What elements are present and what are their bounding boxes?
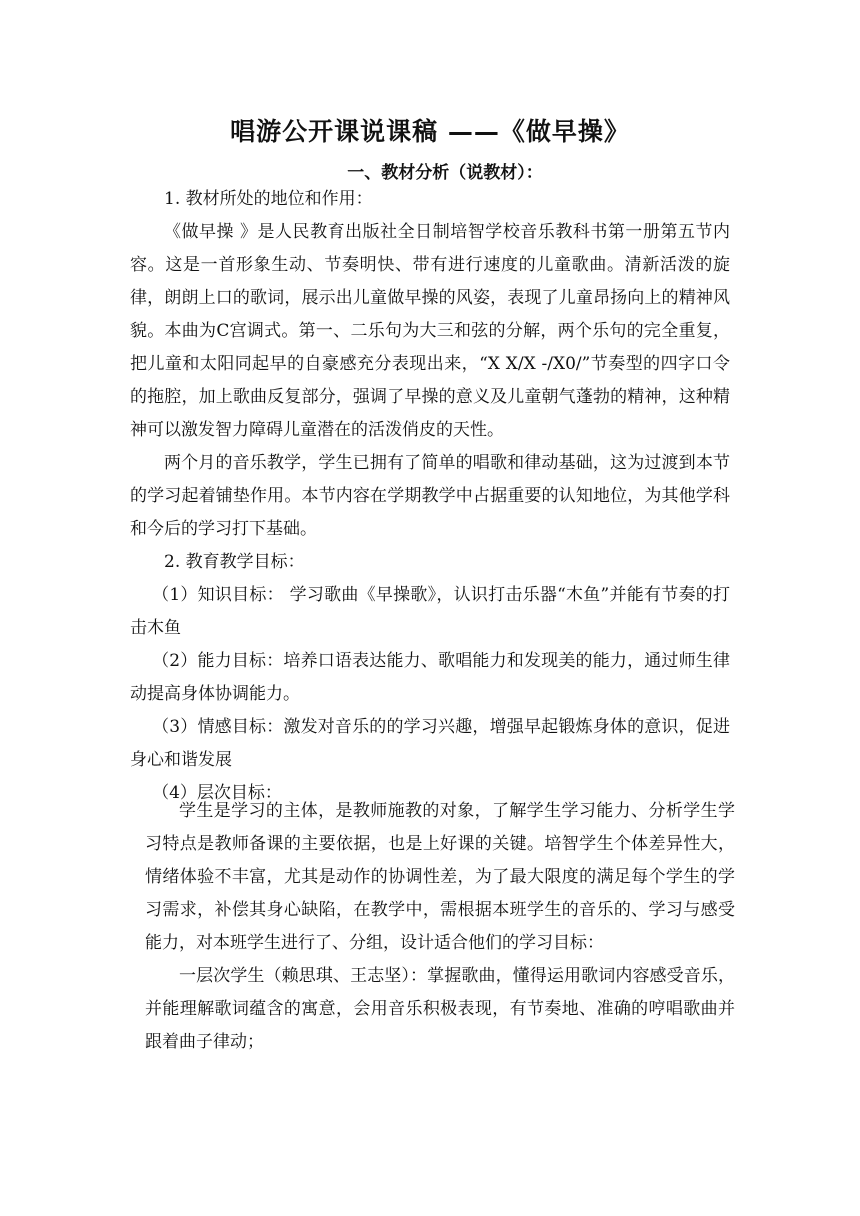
section-heading: 一、教材分析（说教材）： bbox=[347, 163, 543, 183]
body-section-1 bbox=[130, 183, 730, 810]
paragraph-student-analysis: 学生是学习的主体，是教师施教的对象，了解学生学习能力、分析学生学习特点是教师备课的主要依据，也是上好课的关键。培智学生个体差异性大，情绪体验不丰富，尤其是动作的协调性差，为了最大限度的满足每个学生的学习需求，补偿其身心缺陷，在教学中，需根据本班学生的音乐的、学习与感受能力，对本班学生进行了、分组，设计适合他们的学习目标： bbox=[145, 801, 735, 953]
subheading-teaching-goals: 2. 教育教学目标： bbox=[164, 552, 305, 572]
goal-emotion: （3）情感目标：激发对音乐的的学习兴趣，增强早起锻炼身体的意识，促进身心和谐发展 bbox=[130, 717, 730, 770]
subheading-position-role: 1. 教材所处的地位和作用： bbox=[164, 189, 373, 209]
paragraph-learning-basis: 两个月的音乐教学，学生已拥有了简单的唱歌和律动基础，这为过渡到本节的学习起着铺垫作用。本节内容在学期教学中占据重要的认知地位，为其他学科和今后的学习打下基础。 bbox=[130, 453, 730, 539]
paragraph-level-one-students: 一层次学生（赖思琪、王志坚）：掌握歌曲，懂得运用歌词内容感受音乐，并能理解歌词蕴含的寓意，会用音乐积极表现，有节奏地、准确的哼唱歌曲并跟着曲子律动； bbox=[145, 966, 735, 1052]
document-title: 唱游公开课说课稿 ——《做早操》 bbox=[230, 117, 630, 146]
goal-knowledge: （1）知识目标： 学习歌曲《早操歌》，认识打击乐器“木鱼”并能有节奏的打击木鱼 bbox=[130, 585, 730, 638]
goal-ability: （2）能力目标：培养口语表达能力、歌唱能力和发现美的能力，通过师生律动提高身体协调能力。 bbox=[130, 651, 730, 704]
body-section-2 bbox=[145, 795, 735, 1059]
paragraph-textbook-analysis: 《做早操 》是人民教育出版社全日制培智学校音乐教科书第一册第五节内容。这是一首形象生动、节奏明快、带有进行速度的儿童歌曲。清新活泼的旋律，朗朗上口的歌词，展示出儿童做早操的风姿，表现了儿童昂扬向上的精神风貌。本曲为C宫调式。第一、二乐句为大三和弦的分解，两个乐句的完全重复，把儿童和太阳同起早的自豪感充分表现出来，“X X/X -/X0/”节奏型的四字口令的拖腔，加上歌曲反复部分，强调了早操的意义及儿童朝气蓬勃的精神，这种精神可以激发智力障碍儿童潜在的活泼俏皮的天性。 bbox=[130, 222, 730, 440]
goal-level: （4）层次目标： bbox=[152, 783, 282, 803]
